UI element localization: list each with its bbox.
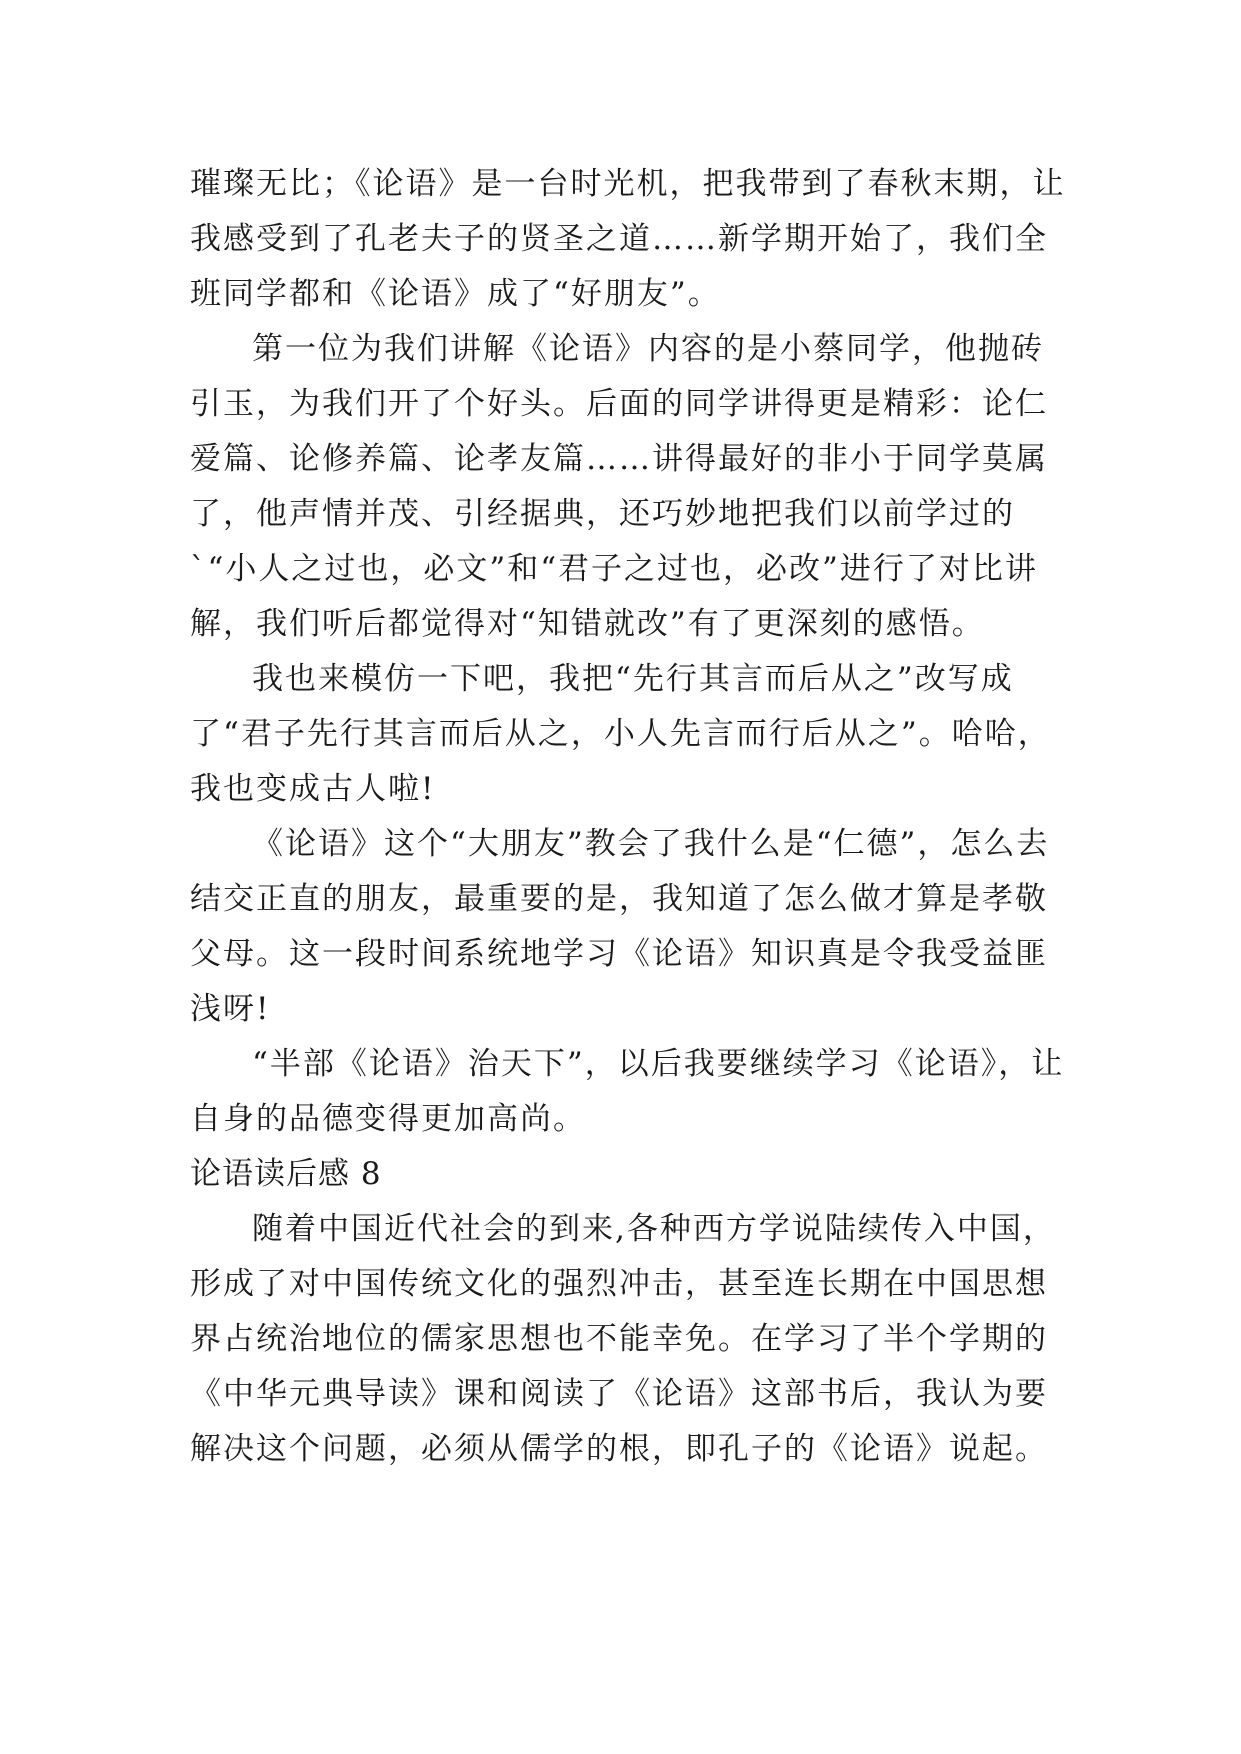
paragraph-presentations: 第一位为我们讲解《论语》内容的是小蔡同学，他抛砖引玉，为我们开了个好头。后面的同学讲得更是精彩：论仁爱篇、论修养篇、论孝友篇……讲得最好的非小于同学莫属了，他声情并茂、引经据典，还巧妙地把我们以前学过的`“小人之过也，必文”和“君子之过也，必改”进行了对比讲解，我们听后都觉得对“知错就改”有了更深刻的感悟。: [190, 331, 1048, 642]
document-body: [190, 157, 1070, 1477]
paragraph-continued: 璀璨无比；《论语》是一台时光机，把我带到了春秋末期，让我感受到了孔老夫子的贤圣之道……新学期开始了，我们全班同学都和《论语》成了“好朋友”。: [190, 166, 1066, 312]
paragraph-lessons: 《论语》这个“大朋友”教会了我什么是“仁德”，怎么去结交正直的朋友，最重要的是，我知道了怎么做才算是孝敬父母。这一段时间系统地学习《论语》知识真是令我受益匪浅呀!: [190, 826, 1050, 1027]
paragraph-imitation: 我也来模仿一下吧，我把“先行其言而后从之”改写成了“君子先行其言而后从之，小人先言而行后从之”。哈哈，我也变成古人啦!: [190, 661, 1051, 807]
paragraph-conclusion: “半部《论语》治天下”，以后我要继续学习《论语》，让自身的品德变得更加高尚。: [190, 1046, 1065, 1137]
section-paragraph: 随着中国近代社会的到来,各种西方学说陆续传入中国，形成了对中国传统文化的强烈冲击，甚至连长期在中国思想界占统治地位的儒家思想也不能幸免。在学习了半个学期的《中华元典导读》课和阅读了《论语》这部书后，我认为要解决这个问题，必须从儒学的根，即孔子的《论语》说起。: [190, 1211, 1056, 1467]
section-heading: 论语读后感 8: [190, 1156, 382, 1192]
